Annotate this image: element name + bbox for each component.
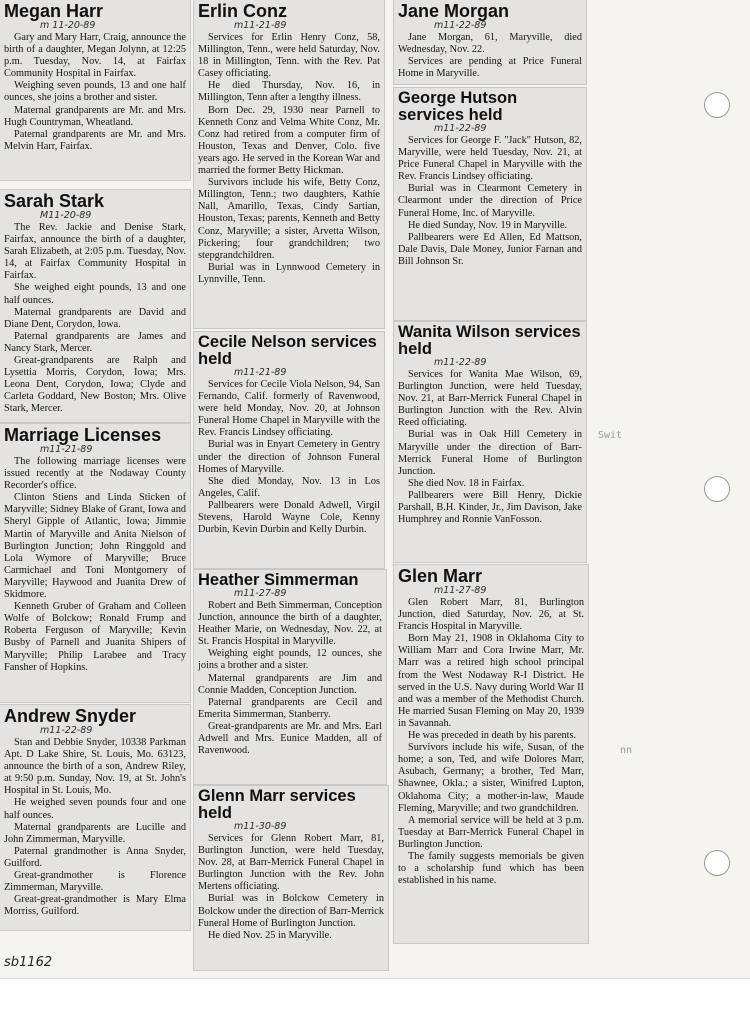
paragraph: Services for Erlin Henry Conz, 58, Millington, Tenn., were held Saturday, Nov. 18 in Millington, Tenn. with the Rev. Pat Casey officiating. — [198, 32, 380, 80]
paragraph: Maternal grandparents are David and Diane Dent, Corydon, Iowa. — [4, 306, 186, 330]
handwritten-date: m11-21-89 — [234, 367, 287, 378]
clipping-marriage-licenses — [0, 424, 190, 702]
handwritten-date: m 11-20-89 — [40, 20, 96, 31]
handwritten-date: m11-22-89 — [434, 357, 487, 368]
paragraph: Clinton Stiens and Linda Sticken of Maryville; Sidney Blake of Grant, Iowa and Sheryl Gipple of Atlantic, Iowa; Jimmie Martin of Maryville and Anita Nielson of Burlington Junction; John Ringgold and Lola Wymore of Maryville; Bruce Carmichael and Toni Montgomery of Maryville; Haywood and Juanita Drew of Skidmore. — [4, 492, 186, 601]
clipping-title: Jane Morgan — [398, 1, 510, 21]
paragraph: Maternal grandparents are Lucille and John Zimmerman, Maryville. — [4, 821, 186, 845]
paragraph: Services for Cecile Viola Nelson, 94, San Fernando, Calif. formerly of Ravenwood, were held Monday, Nov. 20, at Johnson Funeral Home Chapel in Maryville with the Rev. Francis Lindsey officiating. — [198, 379, 380, 439]
paragraph: Glen Robert Marr, 81, Burlington Junction, died Saturday, Nov. 26, at St. Francis Hospital in Maryville. — [398, 597, 584, 633]
clipping-cecile-nelson — [194, 332, 384, 568]
handwritten-date: m11-27-89 — [434, 585, 487, 596]
paragraph: Robert and Beth Simmerman, Conception Junction, announce the birth of a daughter, Heather Marie, on Wednesday, Nov. 22, at St. Francis Hospital in Maryville. — [198, 600, 382, 648]
handwritten-date: m11-21-89 — [234, 20, 287, 31]
paragraph: Weighing eight pounds, 12 ounces, she joins a brother and a sister. — [198, 648, 382, 672]
page-margin — [0, 978, 750, 1034]
paragraph: Burial was in Enyart Cemetery in Gentry under the direction of Johnson Funeral Homes of Maryville. — [198, 439, 380, 475]
paragraph: She died Nov. 18 in Fairfax. — [408, 477, 525, 489]
clipping-heather-simmerman — [194, 570, 386, 784]
paragraph: He was preceded in death by his parents. — [408, 730, 577, 742]
paragraph: Burial was in Oak Hill Cemetery in Maryville under the direction of Barr-Merrick Funeral Home of Burlington Junction. — [398, 429, 582, 477]
paragraph: She weighed eight pounds, 13 and one half ounces. — [4, 282, 186, 306]
paragraph: The following marriage licenses were issued recently at the Nodaway County Recorder's office. — [4, 456, 186, 492]
handwritten-date: m11-30-89 — [234, 821, 287, 832]
paragraph: Great-grandparents are Ralph and Lysettia Morris, Corydon, Iowa; Mrs. Leona Dent, Corydon, Iowa; Clyde and Carleta Goddard, New Boston; Mrs. Olive Stark, Mercer. — [4, 355, 186, 415]
paragraph: Weighing seven pounds, 13 and one half ounces, she joins a brother and sister. — [4, 80, 186, 104]
clipping-erlin-conz — [194, 0, 384, 328]
paragraph: Kenneth Gruber of Graham and Colleen Wolfe of Bolckow; Ronald Frump and Roberta Ferguson of Maryville; Kevin Busby of Parnell and Juanita Shipers of Maryville; Philip Larabee and Tracy Fansher of Hopkins. — [4, 601, 186, 673]
paragraph: Burial was in Lynnwood Cemetery in Lynnville, Tenn. — [198, 261, 380, 285]
paragraph: He weighed seven pounds four and one half ounces. — [4, 797, 186, 821]
paragraph: The Rev. Jackie and Denise Stark, Fairfax, announce the birth of a daughter, Sarah Elizabeth, at 2:05 p.m. Tuesday, Nov. 14, at Fairfax Community Hospital in Fairfax. — [4, 222, 186, 282]
binder-hole — [704, 850, 730, 876]
clipping-jane-morgan — [394, 0, 586, 84]
paragraph: Survivors include his wife, Susan, of the home; a son, Ted, and wife Dolores Marr, Asubach, Germany; a brother, Ted Marr, Shawnee, Okla.; a sister, Winifred Lupton, Oklahoma City; a mother-in-law, Maude Fleming, Maryville; and two grandchildren. — [398, 742, 584, 814]
clipping-george-hutson — [394, 88, 586, 320]
paragraph: Burial was in Bolckow Cemetery in Bolckow under the direction of Barr-Merrick Funeral Home of Burlington Junction. — [198, 893, 384, 929]
paragraph: Great-grandmother is Florence Zimmerman, Maryville. — [4, 870, 186, 894]
paragraph: Services for George F. "Jack" Hutson, 82, Maryville, were held Tuesday, Nov. 21, at Price Funeral Chapel in Maryville with the Rev. Francis Lindsey officiating. — [398, 135, 582, 183]
paragraph: The family suggests memorials be given to a scholarship fund which has been established in his name. — [398, 850, 584, 887]
paragraph: Stan and Debbie Snyder, 10338 Parkman Apt. D Lake Shire, St. Louis, Mo. 63123, announce the birth of a son, Andrew Riley, at 9:50 p.m. Sunday, Nov. 19, at St. John's Hospital in St. Louis, Mo. — [4, 737, 186, 797]
paragraph: He died Sunday, Nov. 19 in Maryville. — [408, 219, 568, 231]
paragraph: Maternal grandparents are Mr. and Mrs. Hugh Countryman, Wheatland. — [4, 104, 186, 128]
clipping-title: Heather Simmerman — [198, 571, 359, 589]
paragraph: A memorial service will be held at 3 p.m. Tuesday at Barr-Merrick Funeral Chapel in Burlington Junction. — [398, 814, 584, 850]
paragraph: He died Thursday, Nov. 16, in Millington, Tenn after a lengthy illness. — [198, 80, 380, 104]
clipping-glenn-marr — [194, 786, 388, 970]
clipping-title: Wanita Wilson services held — [398, 323, 581, 358]
paragraph: Pallbearers were Ed Allen, Ed Mattson, Dale Davis, Dale Money, Junior Farnan and Bill Johnson Sr. — [398, 231, 582, 267]
paragraph: Pallbearers were Bill Henry, Dickie Parshall, B.H. Kinder, Jr., Jim Davison, Jake Humphrey and Ronnie VanFosson. — [398, 489, 582, 526]
paragraph: Paternal grandparents are James and Nancy Stark, Mercer. — [4, 330, 186, 354]
paragraph: Paternal grandparents are Mr. and Mrs. Melvin Harr, Fairfax. — [4, 128, 186, 152]
paragraph: Services for Glenn Robert Marr, 81, Burlington Junction, were held Tuesday, Nov. 28, at Barr-Merrick Funeral Chapel in Burlington Junction with the Rev. John Mertens officiating. — [198, 833, 384, 893]
handwritten-date: m11-22-89 — [40, 725, 93, 736]
paragraph: Services for Wanita Mae Wilson, 69, Burlington Junction, were held Tuesday, Nov. 21, at Barr-Merrick Funeral Chapel in Burlington Junction with the Rev. Alvin Reed officiating. — [398, 369, 582, 429]
paragraph: He died Nov. 25 in Maryville. — [208, 929, 332, 941]
clipping-megan-harr — [0, 0, 190, 180]
clipping-title: Marriage Licenses — [4, 425, 162, 445]
clipping-title: Glen Marr — [398, 566, 483, 586]
handwritten-page-id: sb1162 — [4, 955, 53, 970]
clipping-andrew-snyder — [0, 705, 190, 930]
paragraph: Great-grandparents are Mr. and Mrs. Earl Adwell and Mrs. Eunice Madden, all of Ravenwood. — [198, 720, 382, 757]
clipping-title: Andrew Snyder — [4, 706, 137, 726]
paragraph: Maternal grandparents are Jim and Connie Madden, Conception Junction. — [198, 672, 382, 696]
clipping-title: Megan Harr — [4, 1, 104, 21]
handwritten-date: m11-27-89 — [234, 588, 287, 599]
handwritten-date: m11-22-89 — [434, 20, 487, 31]
paragraph: Burial was in Clearmont Cemetery in Clearmont under the direction of Price Funeral Home, Inc. of Maryville. — [398, 183, 582, 219]
handwritten-date: M11-20-89 — [40, 210, 92, 221]
paragraph: Born Dec. 29, 1930 near Parnell to Kenneth Conz and Velma White Conz, Mr. Conz had retired from a computer firm of Houston, Texas and Denver, Colo. five years ago. He served in the Korean War and married the former Betty Hickman. — [198, 104, 380, 177]
paragraph: Pallbearers were Donald Adwell, Virgil Stevens, Harold Wayne Cole, Kenny Durbin, Kevin Durbin and Kelly Durbin. — [198, 499, 380, 536]
clipping-title: Cecile Nelson services held — [198, 333, 377, 368]
paragraph: Gary and Mary Harr, Craig, announce the birth of a daughter, Megan Jolynn, at 12:25 p.m. Tuesday, Nov. 14, at Fairfax Community Hospital in Fairfax. — [4, 32, 186, 80]
paragraph: Paternal grandmother is Anna Snyder, Guilford. — [4, 845, 186, 869]
clipping-glen-marr — [394, 565, 588, 943]
paragraph: Born May 21, 1908 in Oklahoma City to William Marr and Cora Irwine Marr, Mr. Marr was a retired high school principal from the West Nodaway R-I District. He served in the U.S. Navy during World War II and was a member of the Methodist Church. He married Susan Fleming on May 20, 1939 in Savannah. — [398, 633, 584, 729]
paragraph: Jane Morgan, 61, Maryville, died Wednesday, Nov. 22. — [398, 32, 582, 56]
clipping-title: Sarah Stark — [4, 191, 105, 211]
clipping-sarah-stark — [0, 190, 190, 422]
clipping-title: George Hutson services held — [398, 89, 518, 124]
binder-hole — [704, 476, 730, 502]
paragraph: Paternal grandparents are Cecil and Emerita Simmerman, Stanberry. — [198, 696, 382, 720]
handwritten-date: m11-21-89 — [40, 444, 93, 455]
clipping-wanita-wilson — [394, 322, 586, 562]
paragraph: Services are pending at Price Funeral Home in Maryville. — [398, 56, 582, 80]
clipping-title: Erlin Conz — [198, 1, 287, 21]
clipping-title: Glenn Marr services held — [198, 787, 356, 822]
binder-hole — [704, 92, 730, 118]
paragraph: Great-great-grandmother is Mary Elma Morriss, Guilford. — [4, 894, 186, 918]
paragraph: She died Monday, Nov. 13 in Los Angeles, Calif. — [198, 475, 380, 499]
bleed-through-text: nn — [620, 745, 633, 756]
paragraph: Survivors include his wife, Betty Conz, Millington, Tenn.; two daughters, Kathie Nall, Amarillo, Texas, Cindy Sartian, Houston, Texas; parents, Kenneth and Betty Conz, Maryville; a sister, Arvetta Wilson, Pickering; four grandchildren; two stepgrandchildren. — [198, 177, 380, 261]
handwritten-date: m11-22-89 — [434, 123, 487, 134]
bleed-through-text: Swit — [598, 430, 623, 441]
